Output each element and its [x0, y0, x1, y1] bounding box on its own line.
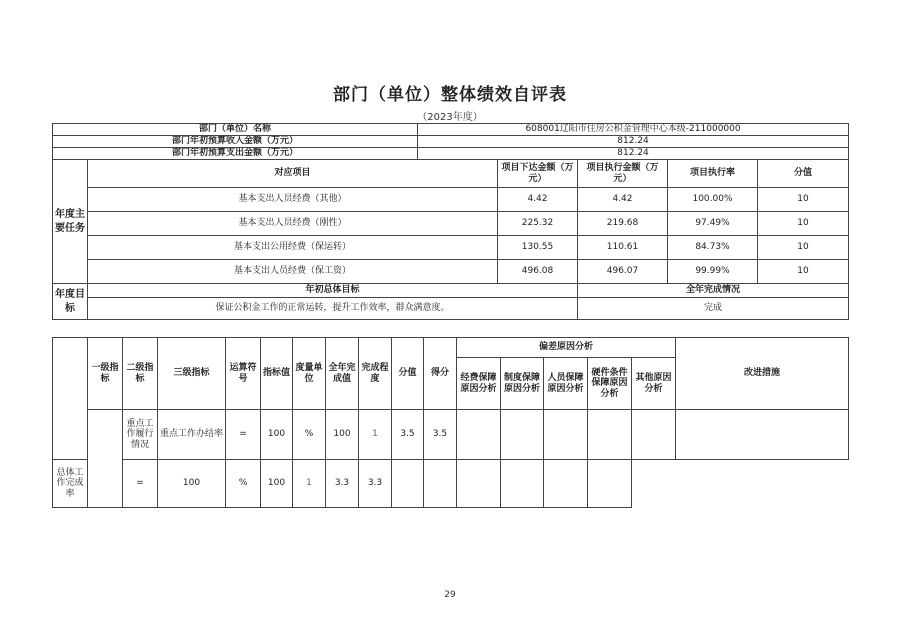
- improve-cell: [588, 460, 632, 508]
- indicator-row: [53, 460, 849, 508]
- col-hardware: 硬件条件保障原因分析: [588, 358, 632, 410]
- dept-name-row: [53, 124, 849, 136]
- task-row: [53, 260, 849, 284]
- income-value: 812.24: [418, 136, 849, 148]
- task-rate: 100.00%: [668, 188, 758, 212]
- col-system: 制度保障原因分析: [501, 358, 544, 410]
- goals-initial-header: 年初总体目标: [88, 284, 578, 298]
- indicator-target: 100: [261, 410, 293, 460]
- dept-name-value: 608001辽阳市住房公积金管理中心本级-211000000: [418, 124, 849, 136]
- group-label: 重点工作履行情况: [123, 410, 158, 460]
- task-item: 基本支出公用经费（保运转）: [88, 236, 498, 260]
- task-rate: 84.73%: [668, 236, 758, 260]
- level1-cell: [88, 410, 123, 508]
- other-cell: [632, 410, 676, 460]
- fund-cell: [392, 460, 424, 508]
- indicator-completion: 1: [359, 410, 392, 460]
- expense-label: 部门年初预算支出金额（万元）: [53, 148, 418, 160]
- task-item: 基本支出人员经费（刚性）: [88, 212, 498, 236]
- task-value: 10: [758, 212, 849, 236]
- col-improve: 改进措施: [676, 338, 849, 410]
- col-target: 指标值: [261, 338, 293, 410]
- indicator-unit: %: [293, 410, 326, 460]
- indicator-operator: =: [123, 460, 158, 508]
- indicator-target: 100: [158, 460, 226, 508]
- deviation-header-row: [53, 338, 849, 358]
- expense-row: [53, 148, 849, 160]
- deviation-header: 偏差原因分析: [457, 338, 676, 358]
- hardware-cell: [501, 460, 544, 508]
- col-other: 其他原因分析: [632, 358, 676, 410]
- indicator-row: [53, 410, 849, 460]
- tasks-header-row: [53, 160, 849, 188]
- tasks-section-label: 年度主要任务: [53, 160, 88, 284]
- indicator-actual: 100: [261, 460, 293, 508]
- col-staff: 人员保障原因分析: [544, 358, 588, 410]
- indicator-operator: =: [226, 410, 261, 460]
- col-allocated: 项目下达金额（万元）: [498, 160, 578, 188]
- col-fund: 经费保障原因分析: [457, 358, 501, 410]
- page-number: 29: [444, 590, 456, 600]
- system-cell: [424, 460, 457, 508]
- goals-section-label: 年度目标: [53, 284, 88, 320]
- col-item: 对应项目: [88, 160, 498, 188]
- goals-content-row: [53, 298, 849, 320]
- col-unit: 度量单位: [293, 338, 326, 410]
- staff-cell: [544, 410, 588, 460]
- task-executed: 110.61: [578, 236, 668, 260]
- task-row: [53, 188, 849, 212]
- col-level2: 二级指标: [123, 338, 158, 410]
- task-executed: 219.68: [578, 212, 668, 236]
- col-completion: 完成程度: [359, 338, 392, 410]
- expense-value: 812.24: [418, 148, 849, 160]
- hardware-cell: [588, 410, 632, 460]
- indicator-name: 总体工作完成率: [53, 460, 88, 508]
- dept-name-label: 部门（单位）名称: [53, 124, 418, 136]
- task-allocated: 130.55: [498, 236, 578, 260]
- performance-table: [52, 123, 849, 320]
- col-executed: 项目执行金额（万元）: [578, 160, 668, 188]
- page-title: 部门（单位）整体绩效自评表: [333, 85, 567, 105]
- task-value: 10: [758, 260, 849, 284]
- indicator-name: 重点工作办结率: [158, 410, 226, 460]
- task-value: 10: [758, 188, 849, 212]
- system-cell: [501, 410, 544, 460]
- year-subtitle: （2023年度）: [417, 112, 483, 123]
- indicator-actual: 100: [326, 410, 359, 460]
- col-score: 得分: [424, 338, 457, 410]
- col-operator: 运算符号: [226, 338, 261, 410]
- task-item: 基本支出人员经费（其他）: [88, 188, 498, 212]
- task-allocated: 4.42: [498, 188, 578, 212]
- task-rate: 99.99%: [668, 260, 758, 284]
- task-item: 基本支出人员经费（保工资）: [88, 260, 498, 284]
- indicator-score: 3.5: [424, 410, 457, 460]
- goals-completion-header: 全年完成情况: [578, 284, 849, 298]
- task-executed: 4.42: [578, 188, 668, 212]
- indicator-score: 3.3: [359, 460, 392, 508]
- indicator-table: [52, 337, 849, 508]
- task-row: [53, 212, 849, 236]
- indicator-value: 3.3: [326, 460, 359, 508]
- col-score-value: 分值: [758, 160, 849, 188]
- left-margin-cell: [53, 338, 88, 460]
- col-level1: 一级指标: [88, 338, 123, 410]
- indicator-value: 3.5: [392, 410, 424, 460]
- other-cell: [544, 460, 588, 508]
- task-rate: 97.49%: [668, 212, 758, 236]
- goals-completion-text: 完成: [578, 298, 849, 320]
- col-level3: 三级指标: [158, 338, 226, 410]
- fund-cell: [457, 410, 501, 460]
- task-row: [53, 236, 849, 260]
- col-actual: 全年完成值: [326, 338, 359, 410]
- task-value: 10: [758, 236, 849, 260]
- income-label: 部门年初预算收入金额（万元）: [53, 136, 418, 148]
- goals-header-row: [53, 284, 849, 298]
- staff-cell: [457, 460, 501, 508]
- col-value: 分值: [392, 338, 424, 410]
- task-allocated: 496.08: [498, 260, 578, 284]
- goals-initial-text: 保证公积金工作的正常运转，提升工作效率，群众满意度。: [88, 298, 578, 320]
- task-executed: 496.07: [578, 260, 668, 284]
- task-allocated: 225.32: [498, 212, 578, 236]
- indicator-unit: %: [226, 460, 261, 508]
- col-rate: 项目执行率: [668, 160, 758, 188]
- income-row: [53, 136, 849, 148]
- indicator-completion: 1: [293, 460, 326, 508]
- improve-cell: [676, 410, 849, 460]
